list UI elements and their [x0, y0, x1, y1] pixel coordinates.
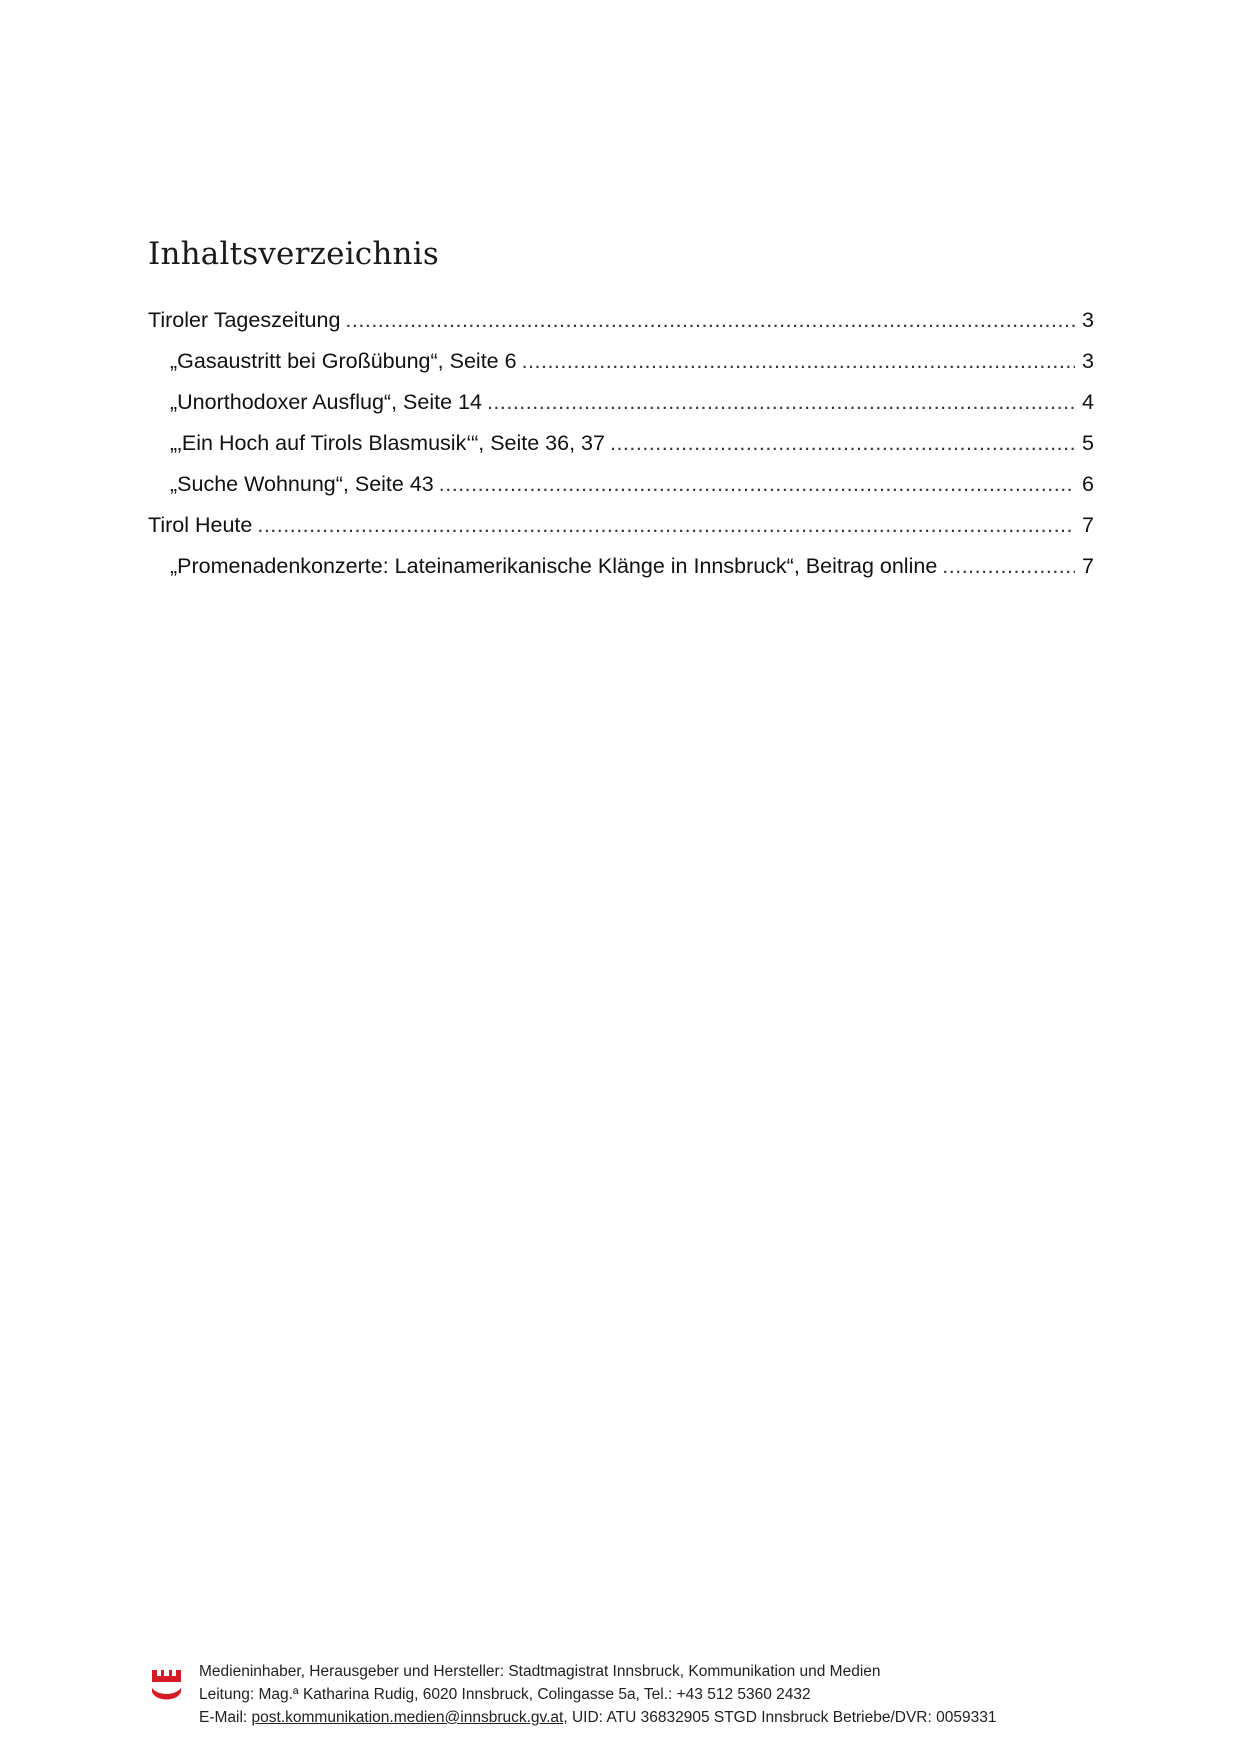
- footer-management-line: Leitung: Mag.ª Katharina Rudig, 6020 Innsbruck, Colingasse 5a, Tel.: +43 512 5360 2432: [199, 1686, 811, 1703]
- innsbruck-city-logo-icon: [150, 1666, 183, 1708]
- toc-entry-tirol-heute[interactable]: [148, 510, 1094, 551]
- toc-page-number: 3: [1082, 349, 1094, 373]
- toc-entry-unorthodoxer-ausflug[interactable]: [148, 387, 1094, 428]
- dot-leader: [345, 305, 1075, 335]
- table-of-contents: [148, 305, 1094, 592]
- dot-leader: [610, 428, 1075, 458]
- footer-email-label: E-Mail:: [199, 1709, 252, 1726]
- toc-page-number: 4: [1082, 390, 1094, 414]
- dot-leader: [257, 510, 1075, 540]
- toc-entry-text[interactable]: Tiroler Tageszeitung: [148, 308, 341, 332]
- toc-entry-text[interactable]: Tirol Heute: [148, 513, 253, 537]
- toc-entry-tiroler-tageszeitung[interactable]: [148, 305, 1094, 346]
- toc-entry-suche-wohnung[interactable]: [148, 469, 1094, 510]
- dot-leader: [942, 551, 1075, 581]
- dot-leader: [487, 387, 1075, 417]
- toc-entry-gasaustritt[interactable]: [148, 346, 1094, 387]
- toc-entry-text[interactable]: „Gasaustritt bei Großübung“, Seite 6: [170, 349, 517, 373]
- toc-title: Inhaltsverzeichnis: [148, 236, 439, 272]
- toc-page-number: 7: [1082, 513, 1094, 537]
- footer-publisher-line: Medieninhaber, Herausgeber und Hersteller: Stadtmagistrat Innsbruck, Kommunikation und Medien: [199, 1663, 881, 1680]
- dot-leader: [439, 469, 1075, 499]
- toc-entry-text[interactable]: „‚Ein Hoch auf Tirols Blasmusik‘“, Seite 36, 37: [170, 431, 605, 455]
- toc-entry-promenadenkonzerte[interactable]: [148, 551, 1094, 592]
- footer-email-link[interactable]: post.kommunikation.medien@innsbruck.gv.at: [251, 1709, 564, 1726]
- footer-uid-text: , UID: ATU 36832905 STGD Innsbruck Betriebe/DVR: 0059331: [563, 1709, 997, 1726]
- toc-entry-text[interactable]: „Suche Wohnung“, Seite 43: [170, 472, 434, 496]
- toc-entry-text[interactable]: „Unorthodoxer Ausflug“, Seite 14: [170, 390, 482, 414]
- footer-imprint: [199, 1660, 996, 1729]
- toc-entry-blasmusik[interactable]: [148, 428, 1094, 469]
- toc-entry-text[interactable]: „Promenadenkonzerte: Lateinamerikanische Klänge in Innsbruck“, Beitrag online: [170, 554, 938, 578]
- toc-page-number: 5: [1082, 431, 1094, 455]
- toc-page-number: 3: [1082, 308, 1094, 332]
- footer-contact-line: [199, 1706, 996, 1729]
- dot-leader: [522, 346, 1075, 376]
- toc-page-number: 7: [1082, 554, 1094, 578]
- toc-page-number: 6: [1082, 472, 1094, 496]
